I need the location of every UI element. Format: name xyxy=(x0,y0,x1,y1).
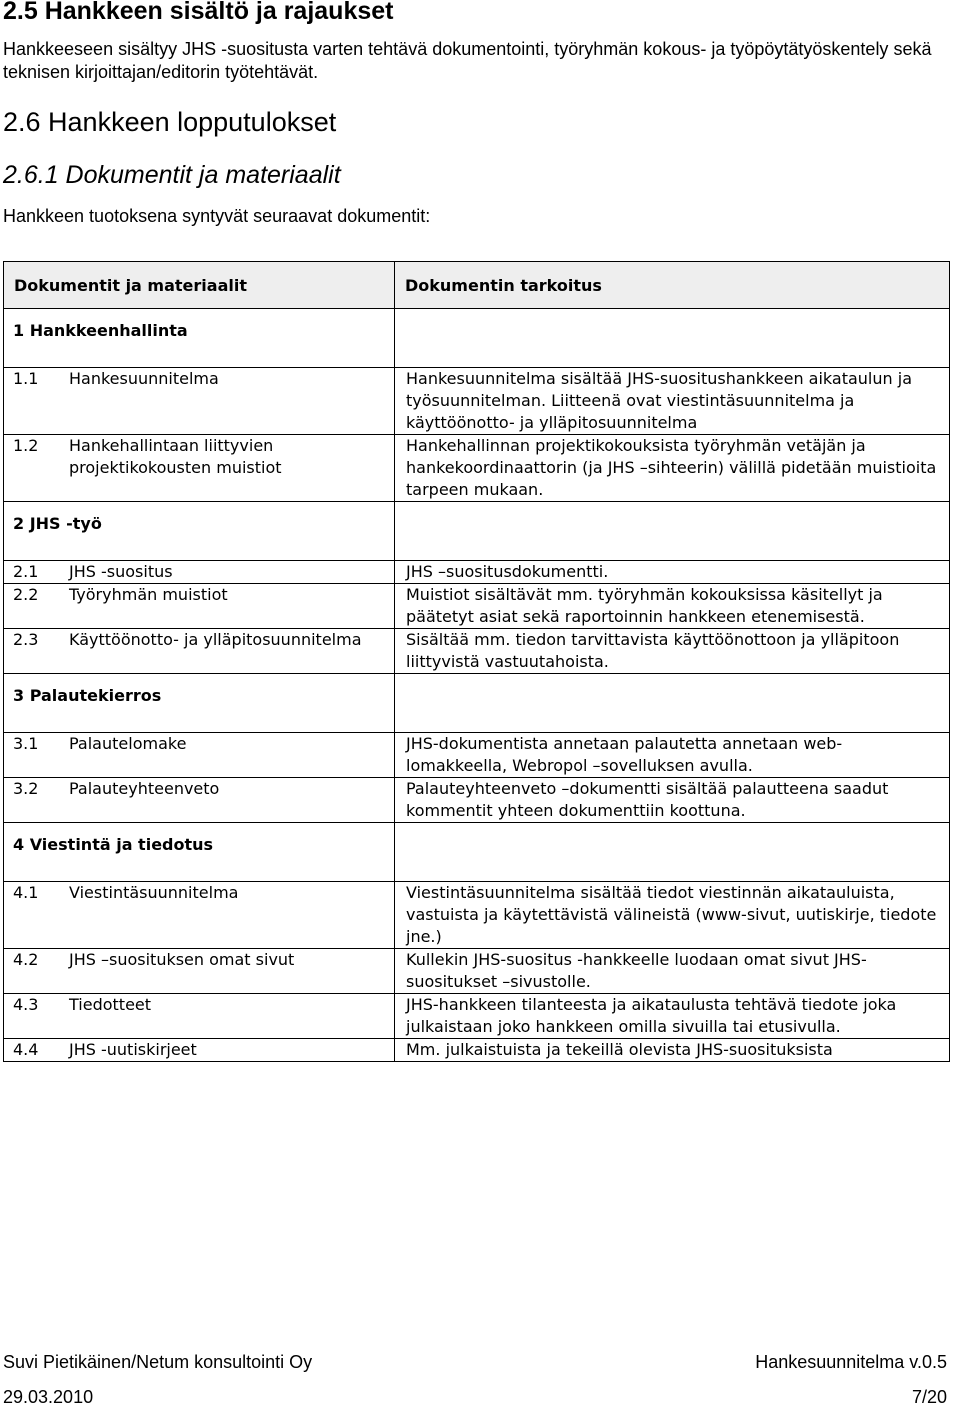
lead-paragraph: Hankkeen tuotoksena syntyvät seuraavat dokumentit: xyxy=(3,206,431,226)
document-purpose: JHS-dokumentista annetaan palautetta annetaan web-lomakkeella, Webropol –sovelluksen avulla. xyxy=(395,733,950,778)
section-heading: 2.5 Hankkeen sisältö ja rajaukset xyxy=(3,0,394,25)
table-row xyxy=(4,584,950,629)
document-cell xyxy=(4,435,395,502)
table-row xyxy=(4,882,950,949)
document-name: Työryhmän muistiot xyxy=(69,585,228,604)
table-row xyxy=(4,629,950,674)
document-purpose: Viestintäsuunnitelma sisältää tiedot viestinnän aikatauluista, vastuista ja käytettävistä välineistä (www-sivut, uutiskirje, tiedote jne.) xyxy=(395,882,950,949)
document-name: Palauteyhteenveto xyxy=(69,779,220,798)
category-empty-cell xyxy=(395,823,950,882)
column-header-purpose: Dokumentin tarkoitus xyxy=(395,262,950,309)
intro-paragraph: Hankkeeseen sisältyy JHS -suositusta varten tehtävä dokumentointi, työryhmän kokous- ja työpöytätyöskentely sekä teknisen kirjoittajan/editorin työtehtävät. xyxy=(3,39,932,82)
table-row xyxy=(4,949,950,994)
table-header-row xyxy=(4,262,950,309)
documents-table xyxy=(3,261,950,1062)
category-label: 4 Viestintä ja tiedotus xyxy=(4,823,395,882)
document-cell xyxy=(4,778,395,823)
category-label: 3 Palautekierros xyxy=(4,674,395,733)
document-cell xyxy=(4,629,395,674)
table-category-row xyxy=(4,823,950,882)
document-purpose: Sisältää mm. tiedon tarvittavista käyttöönottoon ja ylläpitoon liittyvistä vastuutahoista. xyxy=(395,629,950,674)
document-purpose: Palauteyhteenveto –dokumentti sisältää palautteena saadut kommentit yhteen dokumenttiin koottuna. xyxy=(395,778,950,823)
column-header-documents: Dokumentit ja materiaalit xyxy=(4,262,395,309)
document-number: 1.1 xyxy=(13,369,39,388)
document-name: Palautelomake xyxy=(69,734,187,753)
table-row xyxy=(4,733,950,778)
category-label: 1 Hankkeenhallinta xyxy=(4,309,395,368)
document-purpose: Kullekin JHS-suositus -hankkeelle luodaan omat sivut JHS-suositukset –sivustolle. xyxy=(395,949,950,994)
document-name: JHS -uutiskirjeet xyxy=(69,1040,197,1059)
document-purpose: Muistiot sisältävät mm. työryhmän kokouksissa käsitellyt ja päätetyt asiat sekä raportoinnin hankkeen etenemisestä. xyxy=(395,584,950,629)
document-cell xyxy=(4,561,395,584)
table-row xyxy=(4,435,950,502)
document-cell xyxy=(4,733,395,778)
document-number: 2.3 xyxy=(13,630,39,649)
document-purpose: Hankesuunnitelma sisältää JHS-suositushankkeen aikataulun ja työsuunnitelman. Liitteenä ovat viestintäsuunnitelma ja käyttöönotto- ja ylläpitosuunnitelma xyxy=(395,368,950,435)
table-category-row xyxy=(4,309,950,368)
category-empty-cell xyxy=(395,309,950,368)
table-row xyxy=(4,561,950,584)
document-cell xyxy=(4,1039,395,1062)
document-number: 4.2 xyxy=(13,950,39,969)
table-body xyxy=(4,309,950,1062)
document-name: JHS -suositus xyxy=(69,562,173,581)
document-cell xyxy=(4,994,395,1039)
document-purpose: JHS-hankkeen tilanteesta ja aikataulusta tehtävä tiedote joka julkaistaan joko hankkeen omilla sivuilla tai etusivulla. xyxy=(395,994,950,1039)
document-name: Tiedotteet xyxy=(69,995,152,1014)
document-name: JHS –suosituksen omat sivut xyxy=(69,950,295,969)
table-row xyxy=(4,778,950,823)
document-number: 3.1 xyxy=(13,734,39,753)
table-category-row xyxy=(4,502,950,561)
document-name: Hankehallintaan liittyvien projektikokousten muistiot xyxy=(69,436,282,477)
table-row xyxy=(4,994,950,1039)
category-empty-cell xyxy=(395,674,950,733)
document-purpose: Hankehallinnan projektikokouksista työryhmän vetäjän ja hankekoordinaattorin (ja JHS –sihteerin) välillä pidetään muistioita tarpeen mukaan. xyxy=(395,435,950,502)
footer-date: 29.03.2010 xyxy=(3,1387,94,1407)
footer-doc-version: Hankesuunnitelma v.0.5 xyxy=(755,1352,947,1372)
document-number: 1.2 xyxy=(13,436,39,455)
document-number: 4.4 xyxy=(13,1040,39,1059)
document-cell xyxy=(4,882,395,949)
document-name: Käyttöönotto- ja ylläpitosuunnitelma xyxy=(69,630,362,649)
document-number: 4.1 xyxy=(13,883,39,902)
footer-author: Suvi Pietikäinen/Netum konsultointi Oy xyxy=(3,1352,313,1372)
sub-heading: 2.6.1 Dokumentit ja materiaalit xyxy=(3,161,341,189)
category-empty-cell xyxy=(395,502,950,561)
footer-page-number: 7/20 xyxy=(911,1387,947,1407)
results-heading: 2.6 Hankkeen lopputulokset xyxy=(3,107,337,137)
document-name: Viestintäsuunnitelma xyxy=(69,883,239,902)
document-number: 4.3 xyxy=(13,995,39,1014)
document-cell xyxy=(4,368,395,435)
document-name: Hankesuunnitelma xyxy=(69,369,219,388)
table-row xyxy=(4,368,950,435)
category-label: 2 JHS -työ xyxy=(4,502,395,561)
table-row xyxy=(4,1039,950,1062)
document-number: 3.2 xyxy=(13,779,39,798)
document-purpose: Mm. julkaistuista ja tekeillä olevista JHS-suosituksista xyxy=(395,1039,950,1062)
document-cell xyxy=(4,584,395,629)
document-number: 2.2 xyxy=(13,585,39,604)
document-cell xyxy=(4,949,395,994)
document-purpose: JHS –suositusdokumentti. xyxy=(395,561,950,584)
document-number: 2.1 xyxy=(13,562,39,581)
table-category-row xyxy=(4,674,950,733)
